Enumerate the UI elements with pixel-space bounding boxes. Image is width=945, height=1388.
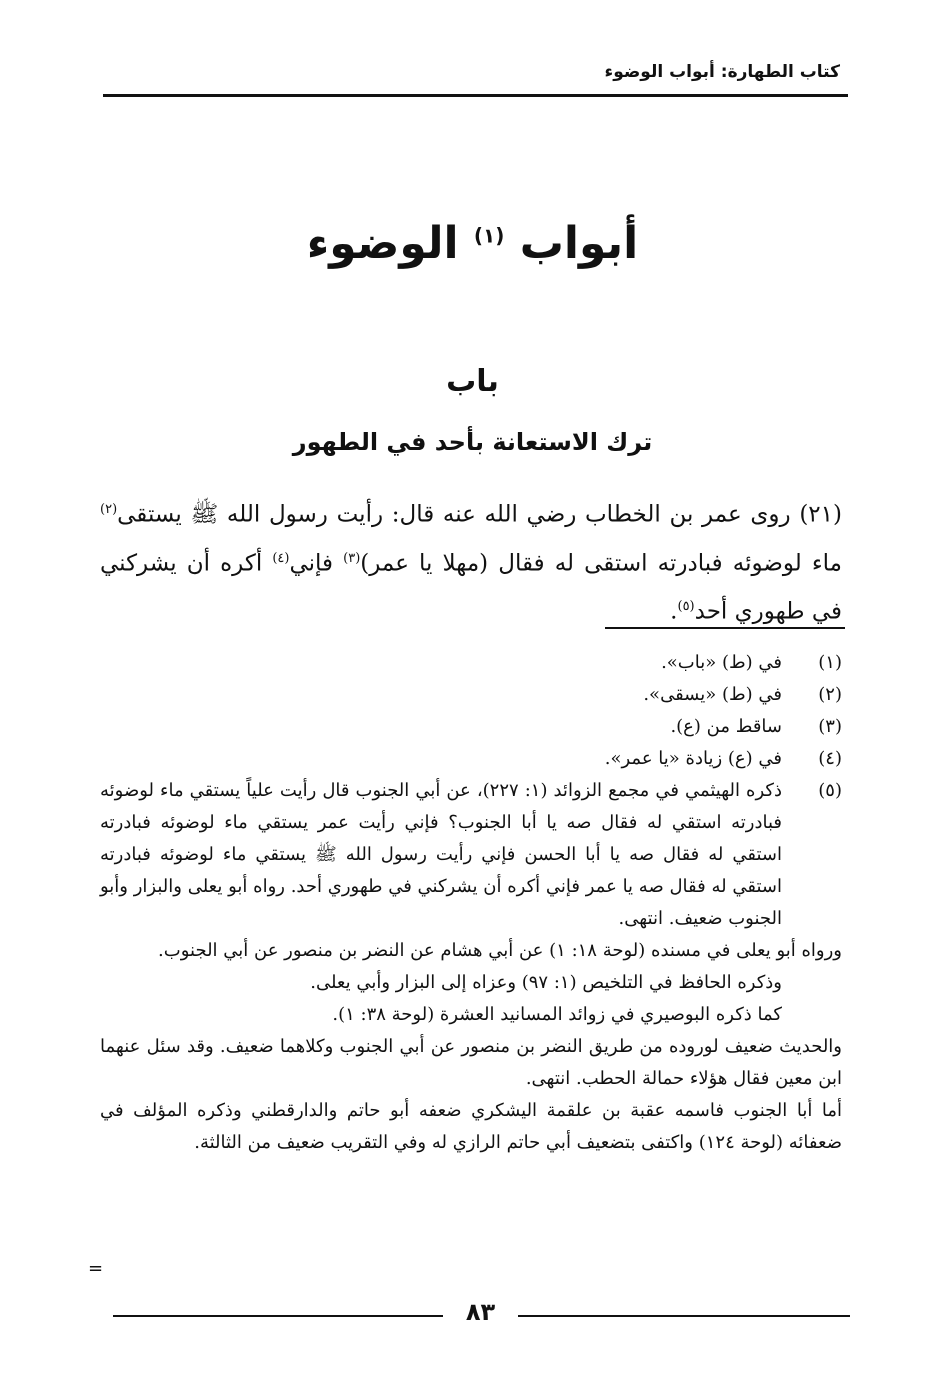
footnote-number: (٤) bbox=[818, 748, 842, 769]
chapter-footnote-ref[interactable]: (١) bbox=[473, 223, 505, 248]
hadith-segment: . bbox=[670, 598, 678, 625]
footnote-text: في (ع) زيادة «يا عمر». bbox=[604, 748, 782, 769]
footnote-text: في (ط) «يسقى». bbox=[643, 684, 782, 705]
footnote-item bbox=[100, 775, 842, 935]
footnote-paragraph: وذكره الحافظ في التلخيص (١: ٩٧) وعزاه إلى البزار وأبي يعلى. bbox=[310, 972, 782, 993]
bab-heading: باب bbox=[446, 364, 499, 399]
footnote-paragraph: ورواه أبو يعلى في مسنده (لوحة ١٨: ١) عن أبي هشام عن النضر بن منصور عن أبي الجنوب. bbox=[158, 940, 842, 961]
footnote-ref[interactable]: (٤) bbox=[272, 550, 290, 566]
footnote-number: (١) bbox=[818, 652, 842, 673]
footnote-item bbox=[100, 647, 842, 679]
hadith-segment: ماء لوضوئه فبادرته استقى له فقال (مهلا يا عمر) bbox=[360, 550, 842, 577]
page-number: ٨٣ bbox=[465, 1298, 496, 1326]
footnote-item bbox=[100, 711, 842, 743]
hadith-segment: فإني bbox=[289, 550, 344, 577]
footnote-text: ذكره الهيثمي في مجمع الزوائد (١: ٢٢٧)، عن أبي الجنوب قال رأيت علياً يستقي ماء لوضوئه فبادرته استقي له فقال صه يا أبا الجنوب؟ فإني رأيت عمر يستقي ماء لوضوئه فبادرته استقي له فقال صه يا أبا الحسن فإني رأيت رسول الله ﷺ يستقي ماء لوضوئه فبادرته استقي له فقال صه يا عمر فإني أكره أن يشركني في طهوري أحد. رواه أبو يعلى والبزار وأبو الجنوب ضعيف. انتهى. bbox=[100, 780, 782, 929]
hadith-segment: (٢١) روى عمر بن الخطاب رضي الله عنه قال: رأيت رسول الله ﷺ يستقى bbox=[117, 501, 842, 528]
footnote-separator bbox=[605, 627, 845, 629]
footnote-item bbox=[100, 743, 842, 775]
footnote-ref[interactable]: (٥) bbox=[677, 599, 695, 615]
footnote-text: في (ط) «باب». bbox=[661, 652, 782, 673]
footnote-item bbox=[100, 679, 842, 711]
chapter-title-word1: أبواب bbox=[519, 218, 639, 269]
running-header: كتاب الطهارة: أبواب الوضوء bbox=[604, 62, 840, 82]
footer-rule-right bbox=[518, 1315, 850, 1317]
footnote-number: (٢) bbox=[818, 684, 842, 705]
section-title: ترك الاستعانة بأحد في الطهور bbox=[292, 428, 653, 456]
footnote-number: (٣) bbox=[818, 716, 842, 737]
footnote-paragraph: كما ذكره البوصيري في زوائد المسانيد العشرة (لوحة ٣٨: ١). bbox=[332, 1004, 782, 1025]
hadith-segment: أكره أن يشركني في طهوري أحد bbox=[100, 550, 842, 625]
chapter-title bbox=[0, 218, 945, 269]
footer-rule-left bbox=[113, 1315, 443, 1317]
continuation-mark: = bbox=[88, 1258, 104, 1279]
hadith-text bbox=[100, 488, 842, 634]
footnotes bbox=[100, 647, 842, 1159]
footnote-ref[interactable]: (٣) bbox=[343, 550, 361, 566]
header-rule bbox=[103, 94, 848, 97]
footnote-ref[interactable]: (٢) bbox=[100, 502, 118, 517]
footnote-paragraph: والحديث ضعيف لوروده من طريق النضر بن منصور عن أبي الجنوب وكلاهما ضعيف. وقد سئل عنهما ابن معين فقال هؤلاء حمالة الحطب. انتهى. bbox=[100, 1036, 842, 1089]
footnote-text: ساقط من (ع). bbox=[670, 716, 782, 737]
footnote-number: (٥) bbox=[818, 780, 842, 801]
footnote-paragraph: أما أبا الجنوب فاسمه عقبة بن علقمة اليشكري ضعفه أبو حاتم والدارقطني وذكره المؤلف في ضعفائه (لوحة ١٢٤) واكتفى بتضعيف أبي حاتم الرازي له وفي التقريب ضعيف من الثالثة. bbox=[100, 1100, 842, 1153]
chapter-title-word2: الوضوء bbox=[306, 218, 459, 269]
